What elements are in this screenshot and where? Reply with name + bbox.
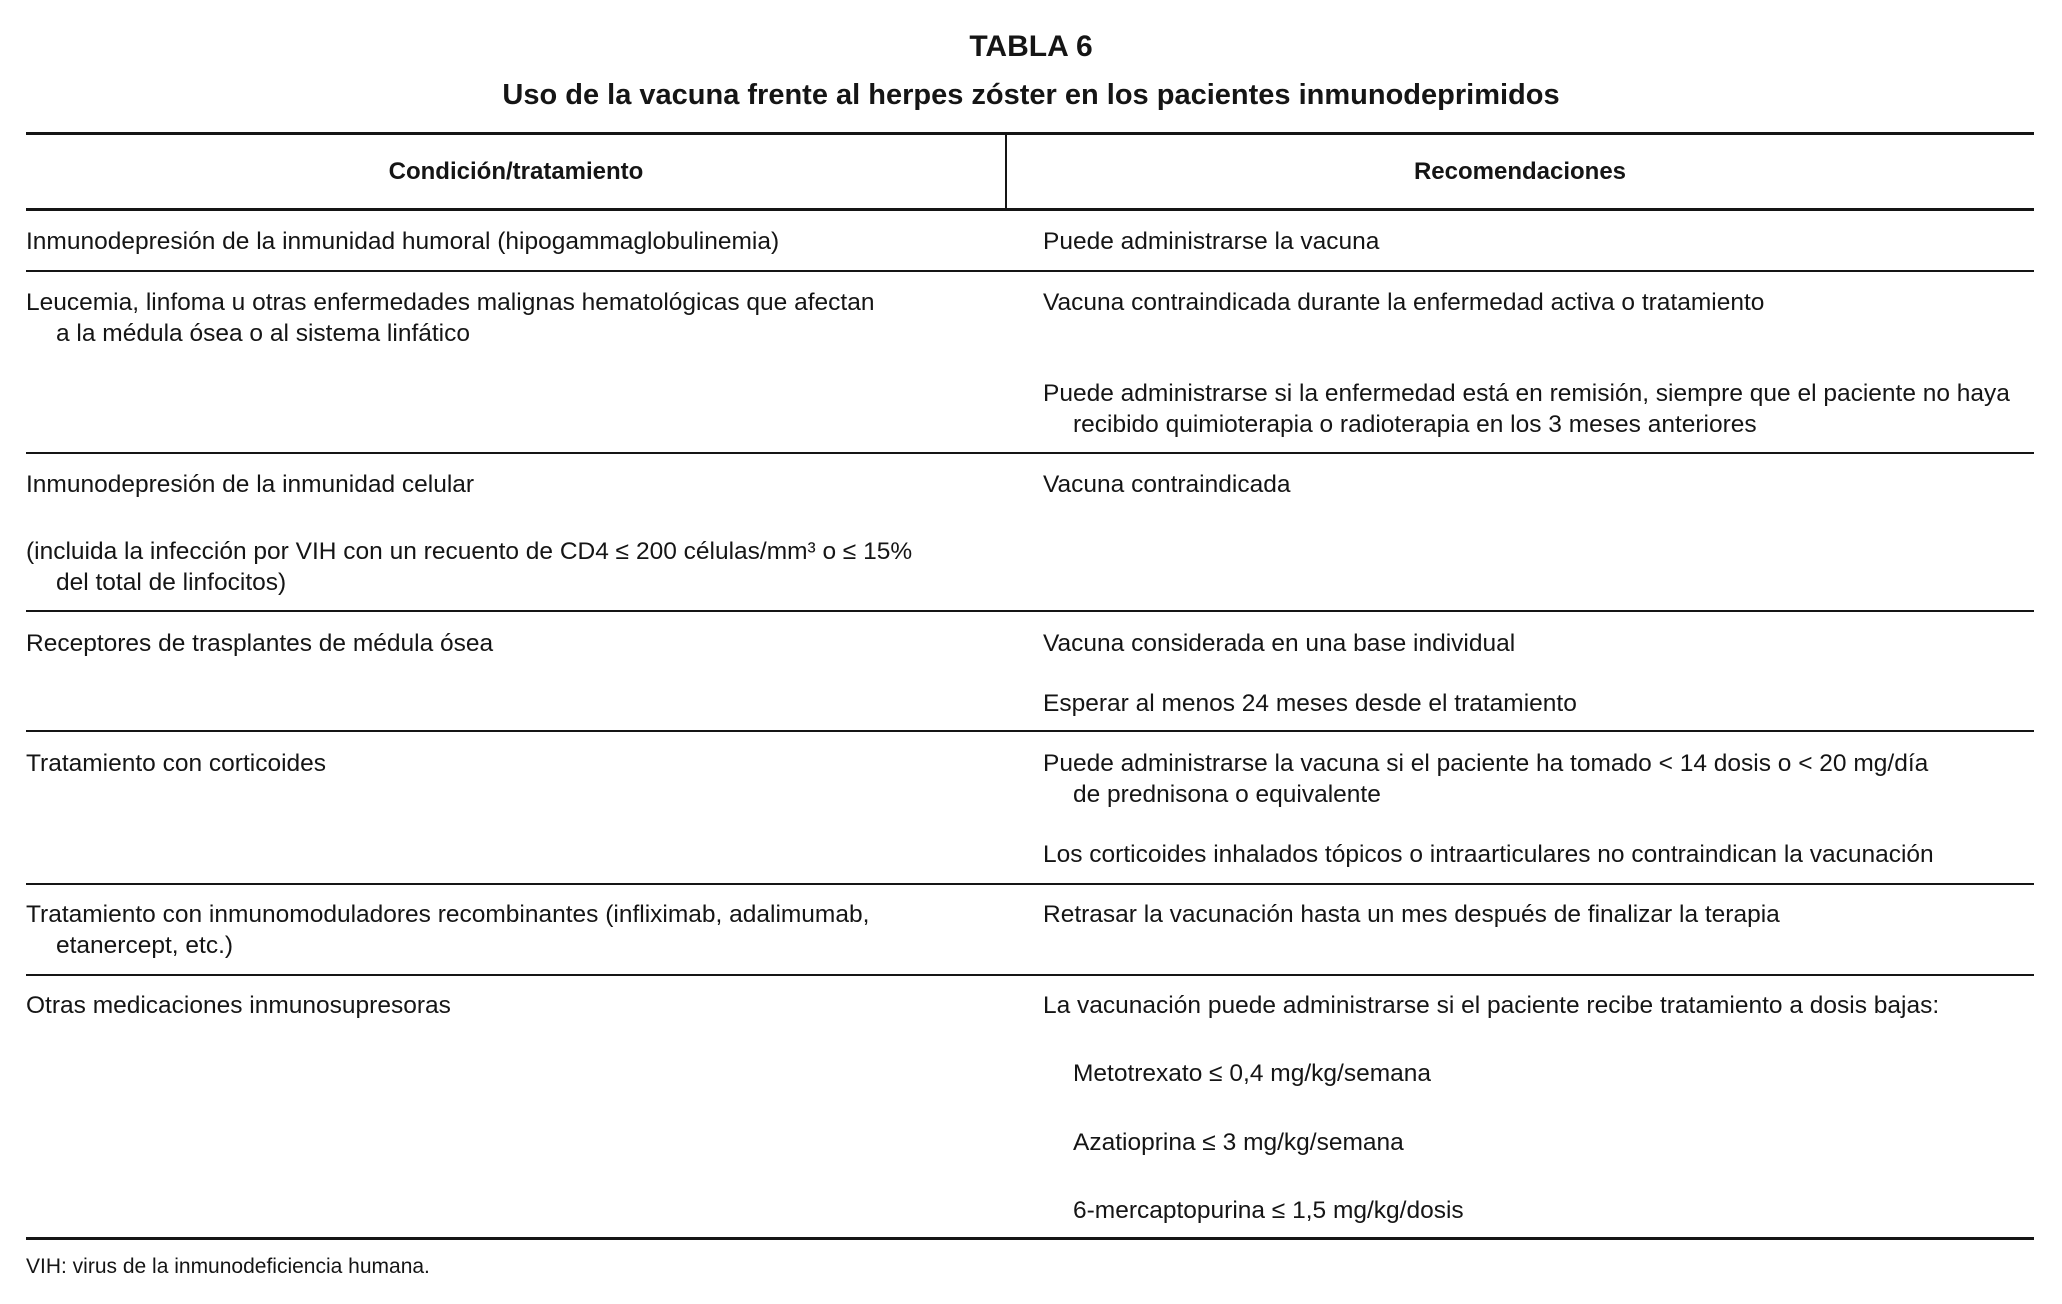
condition-cell: Receptores de trasplantes de médula ósea xyxy=(26,630,494,657)
table-number: TABLA 6 xyxy=(969,30,1093,63)
dose-limit-item: 6-mercaptopurina ≤ 1,5 mg/kg/dosis xyxy=(1073,1197,1464,1224)
table-row xyxy=(0,976,2062,1237)
dose-limit-item: Metotrexato ≤ 0,4 mg/kg/semana xyxy=(1073,1060,1431,1087)
recommendation-cell: Puede administrarse la vacuna si el paciente ha tomado < 14 dosis o < 20 mg/día de prednisona o equivalente xyxy=(1043,750,1929,809)
recommendation-cell: Vacuna contraindicada durante la enfermedad activa o tratamiento xyxy=(1043,289,1765,316)
recommendation-cell: La vacunación puede administrarse si el paciente recibe tratamiento a dosis bajas: xyxy=(1043,992,1940,1019)
table-row xyxy=(0,732,2062,883)
condition-cell: Leucemia, linfoma u otras enfermedades malignas hematológicas que afectan a la médula ósea o al sistema linfático xyxy=(26,289,875,348)
recommendation-cell: Vacuna considerada en una base individual xyxy=(1043,630,1516,657)
condition-cell: Otras medicaciones inmunosupresoras xyxy=(26,992,451,1019)
table-row xyxy=(0,211,2062,270)
table-row xyxy=(0,454,2062,610)
table-bottom-rule xyxy=(26,1237,2034,1240)
condition-cell: Inmunodepresión de la inmunidad humoral (hipogammaglobulinemia) xyxy=(26,228,780,255)
column-header-recommendations: Recomendaciones xyxy=(1413,157,1627,185)
recommendation-cell: Puede administrarse si la enfermedad está en remisión, siempre que el paciente no haya recibido quimioterapia o radioterapia en los 3 meses anteriores xyxy=(1043,380,2010,439)
recommendation-cell: Retrasar la vacunación hasta un mes después de finalizar la terapia xyxy=(1043,901,1780,928)
table-row xyxy=(0,885,2062,974)
table-header xyxy=(26,135,2034,208)
table-footnote: VIH: virus de la inmunodeficiencia humana. xyxy=(26,1255,430,1278)
table-title: Uso de la vacuna frente al herpes zóster en los pacientes inmunodeprimidos xyxy=(502,79,1560,111)
table-row xyxy=(0,612,2062,730)
recommendation-cell: Puede administrarse la vacuna xyxy=(1043,228,1380,255)
recommendation-cell: Vacuna contraindicada xyxy=(1043,471,1291,498)
column-header-condition: Condición/tratamiento xyxy=(388,157,644,185)
recommendation-cell: Esperar al menos 24 meses desde el tratamiento xyxy=(1043,690,1577,717)
condition-cell: Tratamiento con corticoides xyxy=(26,750,327,777)
table-row xyxy=(0,272,2062,452)
condition-note: (incluida la infección por VIH con un recuento de CD4 ≤ 200 células/mm³ o ≤ 15% del total de linfocitos) xyxy=(26,538,913,597)
recommendation-cell: Los corticoides inhalados tópicos o intraarticulares no contraindican la vacunación xyxy=(1043,841,1934,868)
condition-cell: Inmunodepresión de la inmunidad celular xyxy=(26,471,475,498)
dose-limit-item: Azatioprina ≤ 3 mg/kg/semana xyxy=(1073,1129,1404,1156)
condition-cell: Tratamiento con inmunomoduladores recombinantes (infliximab, adalimumab, etanercept, etc.) xyxy=(26,901,870,960)
